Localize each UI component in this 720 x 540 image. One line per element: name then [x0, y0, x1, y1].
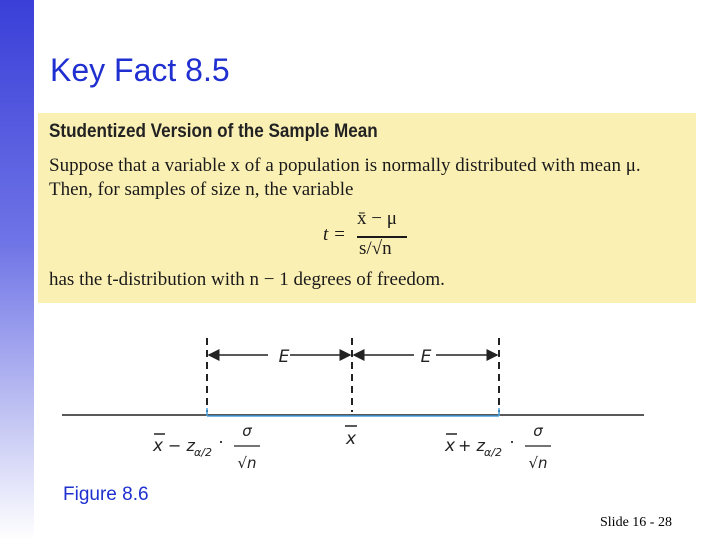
- fact-line-1-text: Suppose that a variable x of a population is normally distributed with mean μ.: [49, 155, 641, 176]
- right-dot: ·: [509, 431, 515, 451]
- right-bound-label: [444, 422, 551, 472]
- fact-line-2-text: Then, for samples of size n, the variable: [49, 179, 354, 200]
- left-mid: − z: [168, 436, 195, 455]
- formula-numerator: x̄ − μ: [357, 208, 397, 229]
- left-dot: ·: [218, 431, 224, 451]
- fact-line-3-text: has the t-distribution with n − 1 degrees of freedom.: [49, 269, 445, 290]
- formula-lhs: t =: [323, 224, 346, 245]
- margin-label-left: E: [278, 347, 290, 367]
- left-subscript: α/2: [194, 446, 212, 459]
- right-subscript: α/2: [484, 446, 502, 459]
- center-label: x: [345, 429, 357, 449]
- slide-number: Slide 16 - 28: [600, 515, 672, 530]
- right-prefix: x: [445, 436, 456, 456]
- right-frac-num: σ: [533, 422, 543, 440]
- right-mid: + z: [458, 436, 485, 455]
- slide-title: Key Fact 8.5: [50, 52, 230, 88]
- figure-caption: Figure 8.6: [63, 484, 149, 505]
- margin-label-right: E: [420, 347, 432, 367]
- left-frac-num: σ: [242, 422, 252, 440]
- formula-denominator: s/√n: [359, 238, 392, 259]
- left-prefix: x: [153, 436, 164, 456]
- right-frac-den: √n: [528, 454, 548, 472]
- left-bound-label: [152, 422, 260, 472]
- left-frac-den: √n: [237, 454, 257, 472]
- fact-heading: Studentized Version of the Sample Mean: [49, 121, 378, 142]
